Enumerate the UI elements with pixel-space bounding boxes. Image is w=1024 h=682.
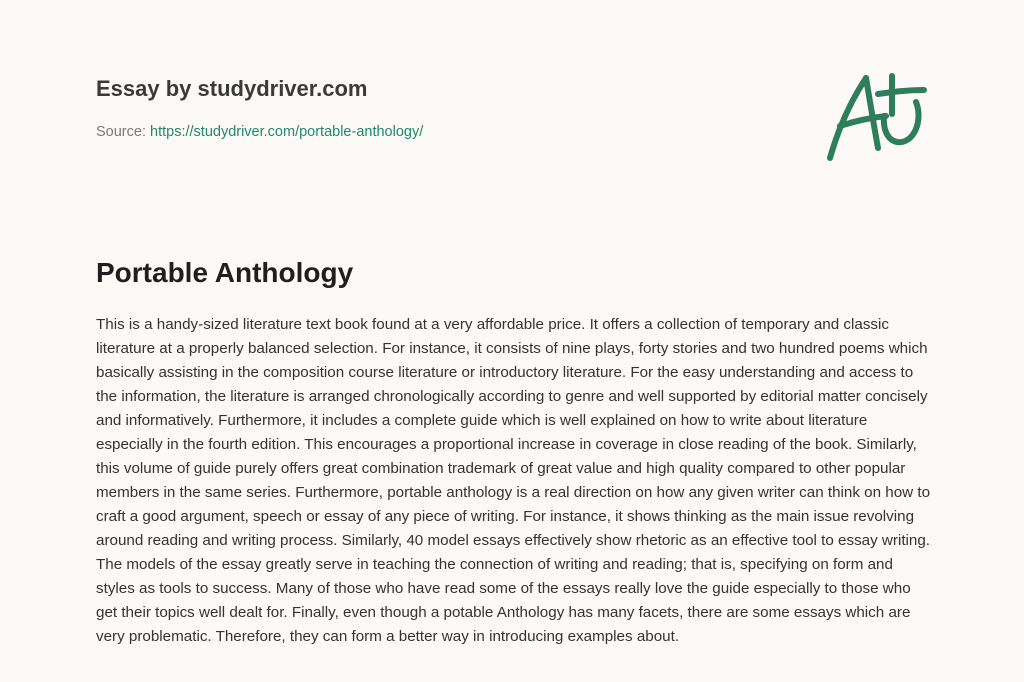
- a-plus-logo-icon: [820, 68, 930, 168]
- source-line: [96, 122, 796, 142]
- source-label: Source:: [96, 124, 146, 140]
- document-title: Portable Anthology: [96, 257, 354, 288]
- document-body: This is a handy-sized literature text book found at a very affordable price. It offers a collection of temporary and classic literature at a properly balanced selection. For instance, it consists of nine plays, forty stories and two hundred poems which basically assisting in the composition course literature or introductory literature. For the easy understanding and access to the information, the literature is arranged chronologically according to genre and well supported by editorial matter concisely and informatively. Furthermore, it includes a complete guide which is well explained on how to write about literature especially in the fourth edition. This encourages a proportional increase in coverage in close reading of the book. Similarly, this volume of guide purely offers great combination trademark of great value and high quality compared to other popular members in the same series. Furthermore, portable anthology is a real direction on how any given writer can think on how to craft a good argument, speech or essay of any piece of writing. For instance, it shows thinking as the main issue revolving around reading and writing process. Similarly, 40 model essays effectively show rhetoric as an effective tool to essay writing. The models of the essay greatly serve in teaching the connection of writing and reading; that is, specifying on form and styles as tools to success. Many of those who have read some of the essays really love the guide especially to those who get their topics well dealt for. Finally, even though a potable Anthology has many facets, there are some essays which are very problematic. Therefore, they can form a better way in introducing examples about.: [96, 316, 931, 645]
- source-link[interactable]: https://studydriver.com/portable-anthology/: [150, 124, 424, 140]
- essay-header: [96, 74, 796, 142]
- site-title: Essay by studydriver.com: [96, 76, 368, 101]
